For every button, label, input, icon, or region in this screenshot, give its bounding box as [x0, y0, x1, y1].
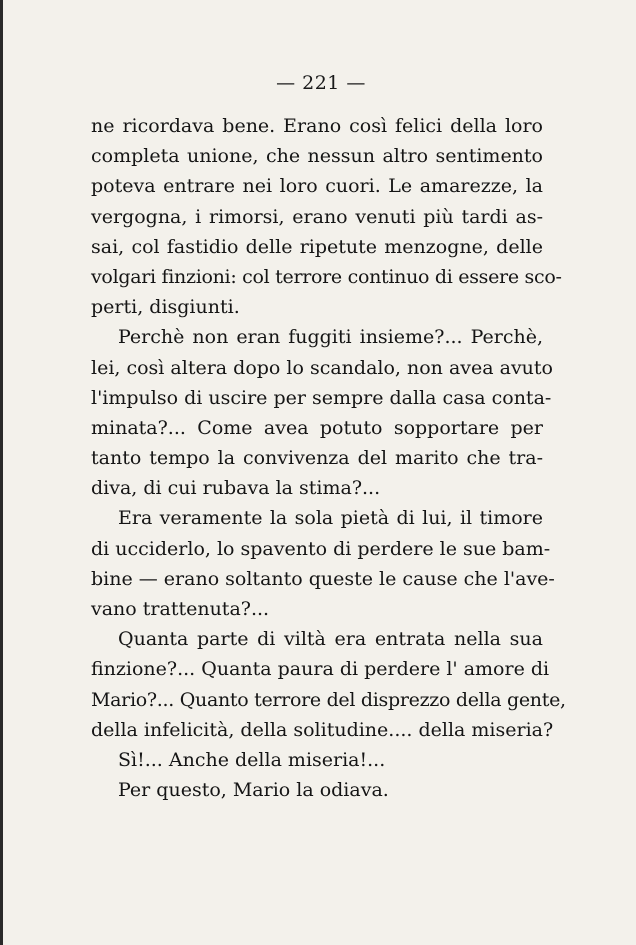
- text-line: di ucciderlo, lo spavento di perdere le sue bam-: [91, 537, 551, 560]
- text-line: bine — erano soltanto queste le cause che l'ave-: [91, 567, 555, 590]
- page-number: — 221 —: [276, 72, 366, 94]
- paragraph: [91, 503, 555, 624]
- text-line: poteva entrare nei loro cuori. Le amarezze, la: [91, 175, 543, 198]
- paragraph: [91, 745, 543, 775]
- text-line: minata?... Come avea potuto sopportare per: [91, 416, 543, 439]
- text-line: lei, così altera dopo lo scandalo, non avea avuto: [91, 356, 553, 379]
- text-line: l'impulso di uscire per sempre dalla casa conta-: [91, 386, 552, 409]
- text-line: ne ricordava bene. Erano così felici della loro: [91, 115, 543, 137]
- text-line: finzione?... Quanta paura di perdere l' amore di: [91, 658, 550, 681]
- text-line: Era veramente la sola pietà di lui, il timore: [118, 507, 543, 530]
- text-line: completa unione, che nessun altro sentimento: [91, 145, 543, 168]
- text-line: vergogna, i rimorsi, erano venuti più tardi as-: [91, 205, 543, 228]
- paragraph: [91, 624, 566, 745]
- text-line: perti, disgiunti.: [91, 296, 240, 319]
- text-line: vano trattenuta?...: [91, 598, 270, 620]
- text-line: tanto tempo la convivenza del marito che tra-: [91, 447, 543, 470]
- paragraph: [91, 775, 543, 805]
- text-line: Mario?... Quanto terrore del disprezzo della gente,: [91, 688, 566, 711]
- body-text: [91, 111, 566, 805]
- text-line: Perchè non eran fuggiti insieme?... Perchè,: [118, 326, 543, 349]
- text-line: Quanta parte di viltà era entrata nella sua: [118, 628, 543, 651]
- text-line: della infelicità, della solitudine.... della miseria?: [91, 718, 554, 741]
- text-line: Per questo, Mario la odiava.: [118, 779, 389, 802]
- text-line: diva, di cui rubava la stima?...: [91, 477, 381, 500]
- text-line: sai, col fastidio delle ripetute menzogne, delle: [91, 235, 543, 258]
- paragraph: [91, 322, 553, 503]
- paragraph: [91, 111, 562, 322]
- text-line: volgari finzioni: col terrore continuo di essere sco-: [91, 265, 562, 288]
- text-line: Sì!... Anche della miseria!...: [118, 748, 386, 771]
